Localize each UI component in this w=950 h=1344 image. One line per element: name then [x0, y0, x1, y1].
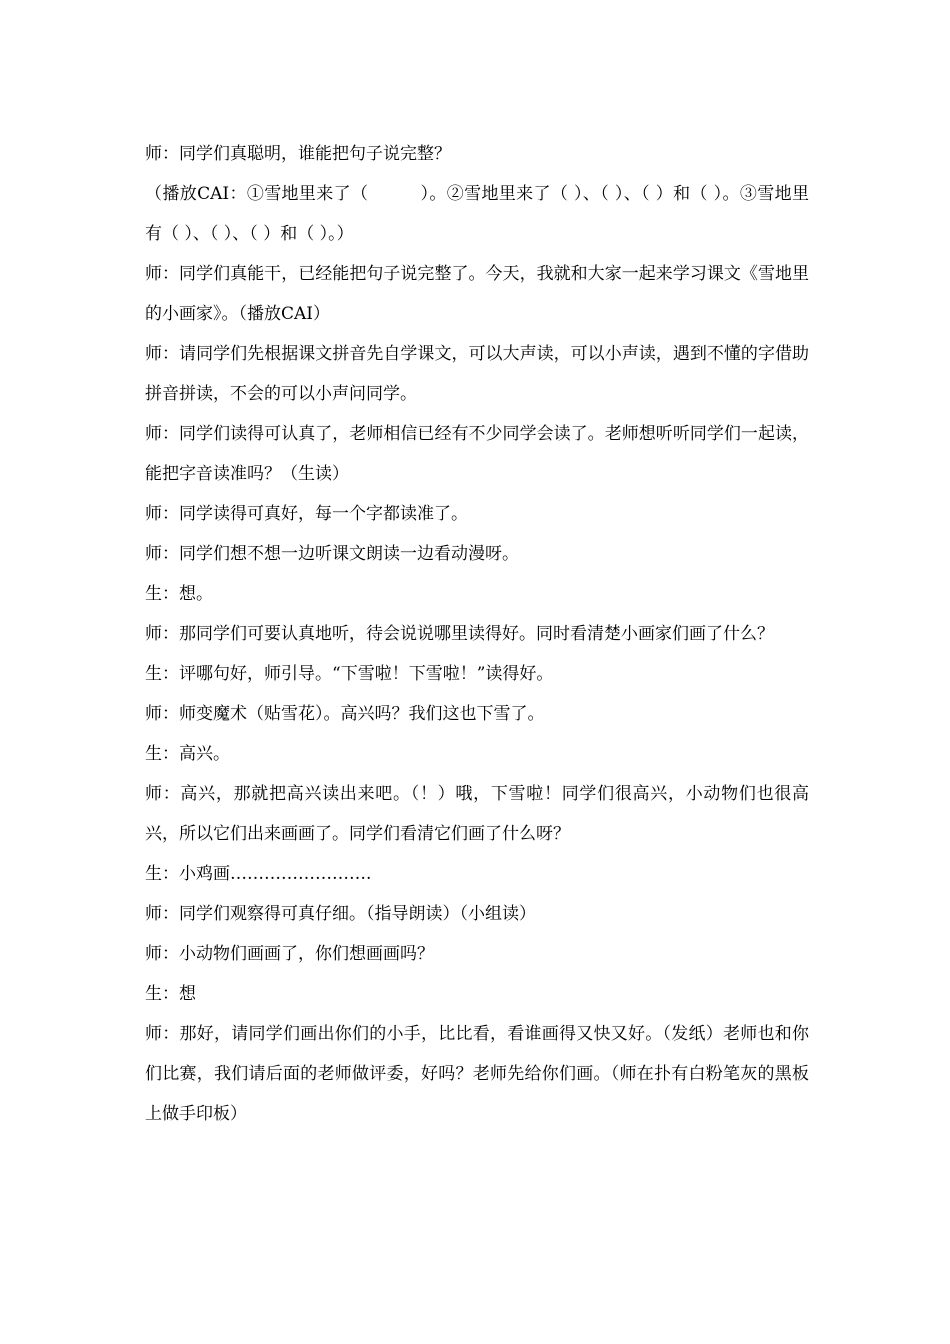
paragraph: （播放CAI：①雪地里来了（ ）。②雪地里来了（ ）、（ ）、（ ）和（ ）。③雪地里有（ ）、（ ）、（ ）和（ ）。） — [145, 184, 809, 244]
paragraph: 师：同学们真聪明，谁能把句子说完整？ — [145, 144, 451, 164]
paragraph: 师：同学读得可真好，每一个字都读准了。 — [145, 504, 468, 524]
paragraph: 师：同学们想不想一边听课文朗读一边看动漫呀。 — [145, 544, 519, 564]
paragraph: 生：想 — [145, 984, 196, 1004]
paragraph: 生：小鸡画……………………. — [145, 864, 372, 884]
document-body — [145, 134, 809, 1134]
paragraph: 生：高兴。 — [145, 744, 230, 764]
paragraph: 师：同学们真能干，已经能把句子说完整了。今天，我就和大家一起来学习课文《雪地里的小画家》。（播放CAI） — [145, 264, 809, 324]
paragraph: 师：小动物们画画了，你们想画画吗？ — [145, 944, 434, 964]
paragraph: 师：师变魔术（贴雪花）。高兴吗？我们这也下雪了。 — [145, 704, 545, 724]
paragraph: 师：高兴，那就把高兴读出来吧。（！）哦，下雪啦！同学们很高兴，小动物们也很高兴，所以它们出来画画了。同学们看清它们画了什么呀？ — [145, 784, 809, 844]
paragraph: 师：请同学们先根据课文拼音先自学课文，可以大声读，可以小声读，遇到不懂的字借助拼音拼读，不会的可以小声问同学。 — [145, 344, 809, 404]
paragraph: 生：评哪句好，师引导。“下雪啦！下雪啦！”读得好。 — [145, 664, 554, 684]
paragraph: 师：同学们观察得可真仔细。（指导朗读）（小组读） — [145, 904, 536, 924]
paragraph: 生：想。 — [145, 584, 213, 604]
paragraph: 师：那好，请同学们画出你们的小手，比比看，看谁画得又快又好。（发纸）老师也和你们比赛，我们请后面的老师做评委，好吗？老师先给你们画。（师在扑有白粉笔灰的黑板上做手印板） — [145, 1024, 809, 1124]
paragraph: 师：同学们读得可认真了，老师相信已经有不少同学会读了。老师想听听同学们一起读，能把字音读准吗？（生读） — [145, 424, 809, 484]
paragraph: 师：那同学们可要认真地听，待会说说哪里读得好。同时看清楚小画家们画了什么？ — [145, 624, 774, 644]
